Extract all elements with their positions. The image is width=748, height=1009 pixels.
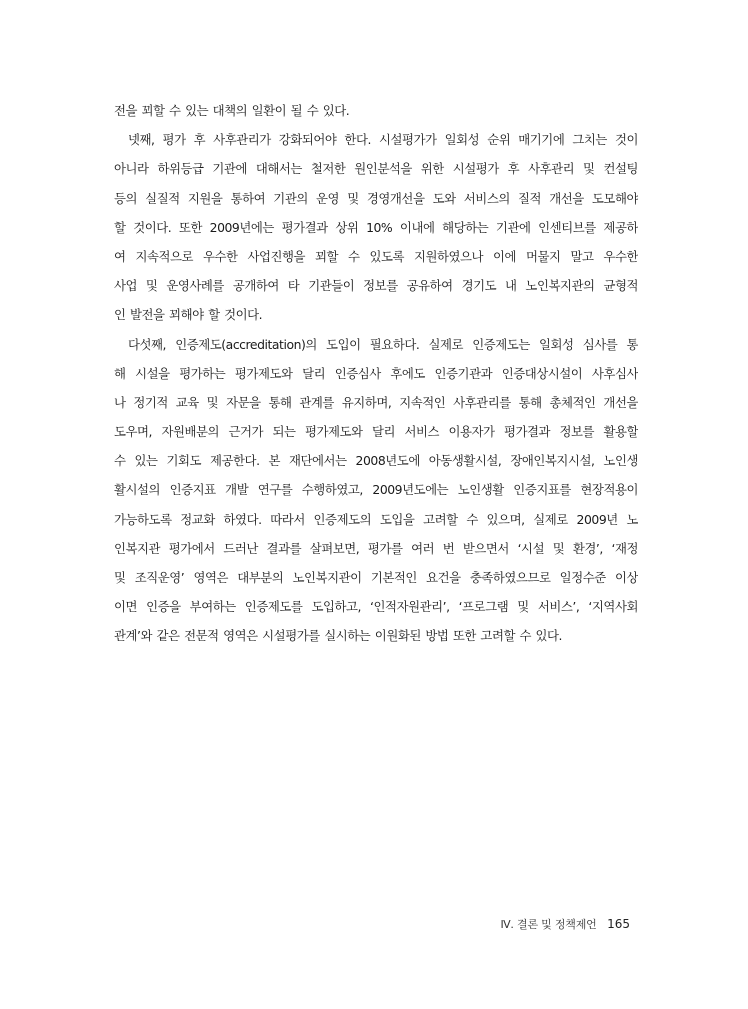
paragraph-start-line: 넷째, 평가 후 사후관리가 강화되어야 한다. 시설평가가 일회성 순위 매기기에 그치는 것이 (128, 132, 638, 148)
paragraph-end-line: 관계’와 같은 전문적 영역은 시설평가를 실시하는 이원화된 방법 또한 고려할 수 있다. (114, 628, 563, 644)
text-line: 가능하도록 정교화 하였다. 따라서 인증제도의 도입을 고려할 수 있으며, 실제로 2009년 노 (114, 511, 638, 527)
text-line: 해 시설을 평가하는 평가제도와 달리 인증심사 후에도 인증기관과 인증대상시설이 사후심사 (114, 365, 638, 381)
paragraph-end-line: 인 발전을 꾀해야 할 것이다. (114, 307, 263, 323)
text-line: 전을 꾀할 수 있는 대책의 일환이 될 수 있다. (114, 103, 350, 118)
text-line: 및 조직운영’ 영역은 대부분의 노인복지관이 기본적인 요건을 충족하였으므로 일정수준 이상 (114, 570, 638, 585)
text-line: 등의 실질적 지원을 통하여 기관의 운영 및 경영개선을 도와 서비스의 질적 개선을 도모해야 (114, 190, 638, 206)
text-line: 인복지관 평가에서 드러난 결과를 살펴보면, 평가를 여러 번 받으면서 ‘시설 및 환경’, ‘재정 (114, 540, 638, 556)
text-line: 활시설의 인증지표 개발 연구를 수행하였고, 2009년도에는 노인생활 인증지표를 현장적용이 (114, 482, 638, 498)
footer-section-title: Ⅳ. 결론 및 정책제언 (500, 918, 597, 931)
page-footer (500, 916, 630, 932)
text-line: 여 지속적으로 우수한 사업진행을 꾀할 수 있도록 지원하였으나 이에 머물지 말고 우수한 (114, 248, 638, 264)
text-line: 아니라 하위등급 기관에 대해서는 철저한 원인분석을 위한 시설평가 후 사후관리 및 컨설팅 (114, 161, 638, 177)
text-line: 수 있는 기회도 제공한다. 본 재단에서는 2008년도에 아동생활시설, 장애인복지시설, 노인생 (114, 453, 638, 469)
text-line: 이면 인증을 부여하는 인증제도를 도입하고, ‘인적자원관리’, ‘프로그램 및 서비스’, ‘지역사회 (114, 599, 638, 615)
paragraph-start-line: 다섯째, 인증제도(accreditation)의 도입이 필요하다. 실제로 인증제도는 일회성 심사를 통 (128, 336, 638, 352)
page-number: 165 (607, 917, 630, 931)
text-line: 나 정기적 교육 및 자문을 통해 관계를 유지하며, 지속적인 사후관리를 통해 총체적인 개선을 (114, 394, 638, 410)
body-text (114, 96, 638, 651)
text-line: 할 것이다. 또한 2009년에는 평가결과 상위 10% 이내에 해당하는 기관에 인센티브를 제공하 (114, 219, 638, 235)
text-line: 도우며, 자원배분의 근거가 되는 평가제도와 달리 서비스 이용자가 평가결과 정보를 활용할 (114, 424, 638, 440)
text-line: 사업 및 운영사례를 공개하여 타 기관들이 정보를 공유하여 경기도 내 노인복지관의 균형적 (114, 278, 638, 294)
